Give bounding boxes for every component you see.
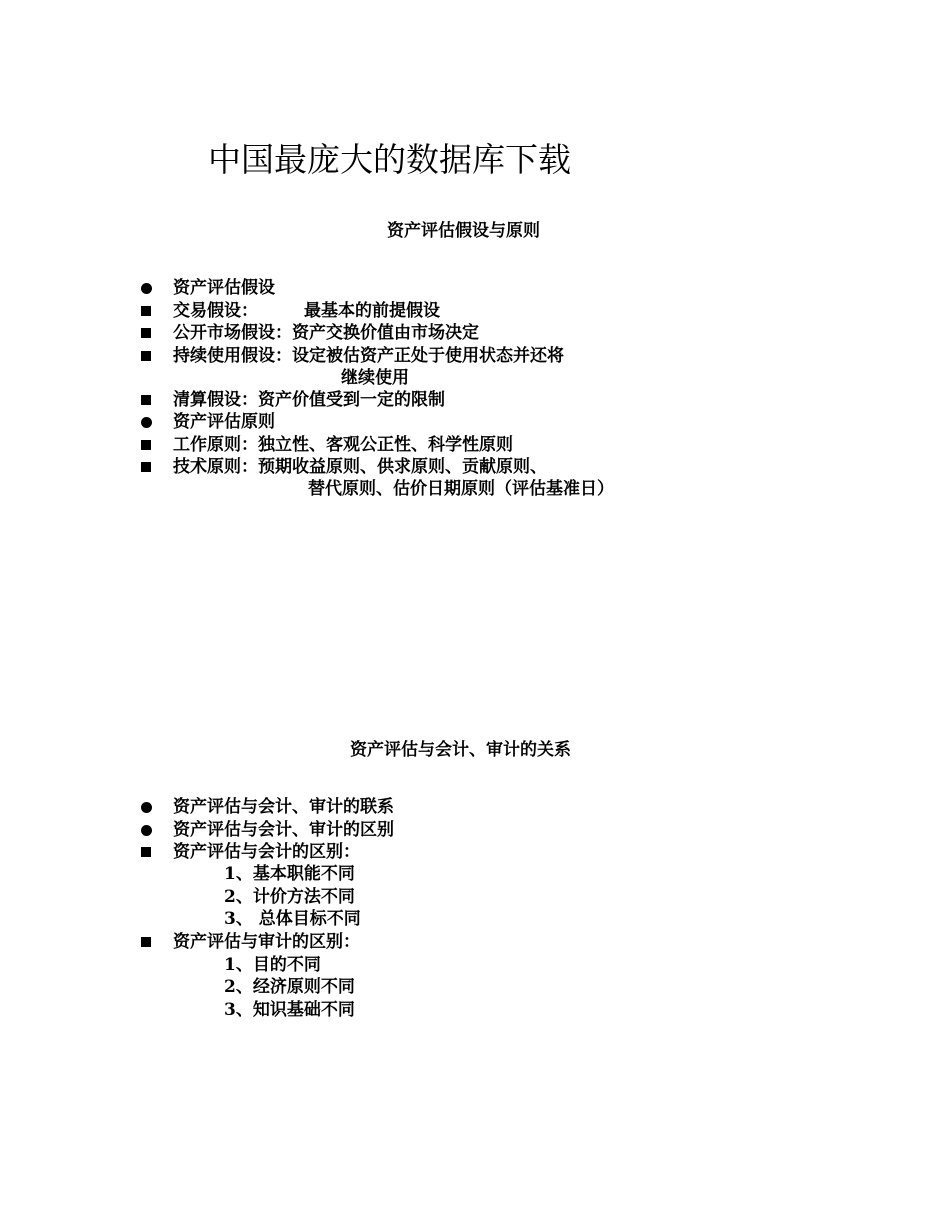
list-item-text: 资产评估假设 <box>173 278 275 298</box>
sub-item: 2、计价方法不同 <box>224 887 355 907</box>
list-item-continuation: 替代原则、估价日期原则（评估基准日） <box>308 479 614 499</box>
sub-item: 2、经济原则不同 <box>224 977 355 997</box>
square-bullet-icon <box>140 931 160 953</box>
list-item-text: 资产评估与会计的区别： <box>173 842 360 862</box>
sub-item: 1、基本职能不同 <box>224 864 355 884</box>
square-bullet-icon <box>140 456 160 478</box>
list-item-text: 交易假设： <box>173 301 258 321</box>
square-bullet-icon <box>140 434 160 456</box>
square-bullet-icon <box>140 300 160 322</box>
square-bullet-icon <box>140 389 160 411</box>
list-item-text: 工作原则：独立性、客观公正性、科学性原则 <box>173 435 513 455</box>
list-item-text: 技术原则：预期收益原则、供求原则、贡献原则、 <box>173 457 547 477</box>
list-item-text: 资产评估原则 <box>173 412 275 432</box>
list-item-value: 最基本的前提假设 <box>304 301 440 321</box>
list-item-text: 资产评估与会计、审计的联系 <box>173 797 394 817</box>
list-item-text: 资产评估与会计、审计的区别 <box>173 820 394 840</box>
circle-bullet-icon <box>140 411 160 434</box>
square-bullet-icon <box>140 322 160 344</box>
square-bullet-icon <box>140 841 160 863</box>
circle-bullet-icon <box>140 819 160 842</box>
list-item-text: 持续使用假设：设定被估资产正处于使用状态并还将 <box>173 346 564 366</box>
sub-item: 3、 总体目标不同 <box>224 909 361 929</box>
circle-bullet-icon <box>140 277 160 300</box>
sub-item: 3、知识基础不同 <box>224 1000 355 1020</box>
circle-bullet-icon <box>140 796 160 819</box>
square-bullet-icon <box>140 345 160 367</box>
section-heading-relationship: 资产评估与会计、审计的关系 <box>350 740 571 760</box>
page-title: 中国最庞大的数据库下载 <box>208 140 571 179</box>
list-item-text: 公开市场假设：资产交换价值由市场决定 <box>173 323 479 343</box>
list-item-continuation: 继续使用 <box>341 368 409 388</box>
section-heading-assumptions: 资产评估假设与原则 <box>387 221 540 241</box>
list-item-text: 资产评估与审计的区别： <box>173 932 360 952</box>
list-item-text: 清算假设：资产价值受到一定的限制 <box>173 390 445 410</box>
sub-item: 1、目的不同 <box>224 955 321 975</box>
